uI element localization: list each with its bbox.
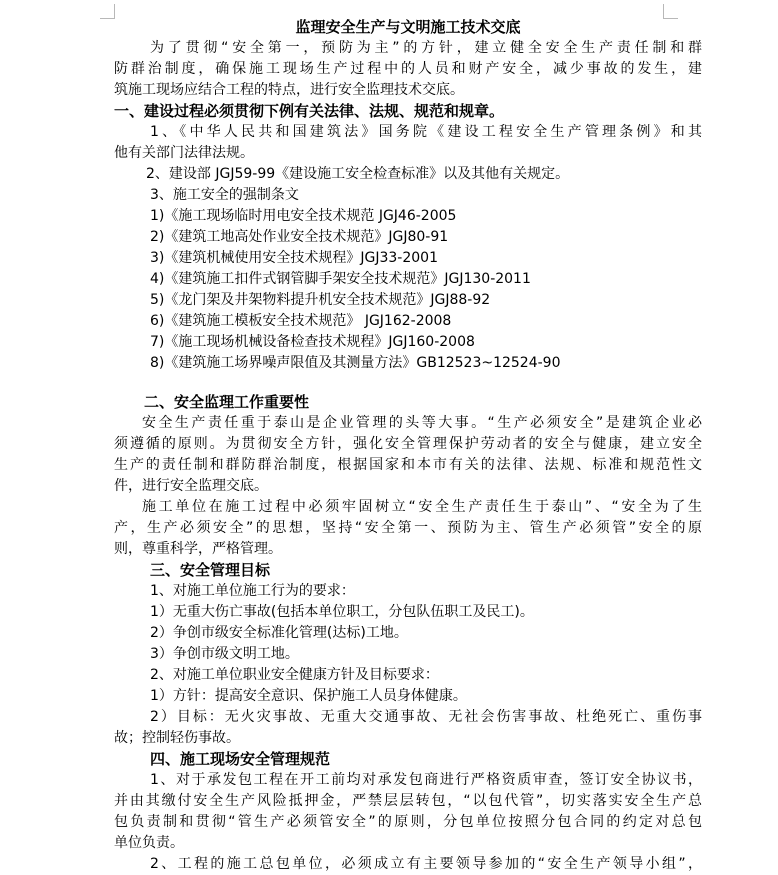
section-3-item: 1）方针：提高安全意识、保护施工人员身体健康。 bbox=[150, 688, 467, 704]
intro-line: 筑施工现场应结合工程的特点，进行安全监理技术交底。 bbox=[114, 82, 464, 98]
standard-item: 5)《龙门架及井架物料提升机安全技术规范》JGJ88-92 bbox=[150, 292, 491, 308]
section-4-paragraph-line: 1、对于承发包工程在开工前均对承发包商进行严格资质审查，签订安全协议书， bbox=[150, 772, 702, 788]
section-2-paragraph-line: 须遵循的原则。为贯彻安全方针，强化安全管理保护劳动者的安全与健康，建立安全 bbox=[114, 436, 702, 452]
section-4-heading: 四、施工现场安全管理规范 bbox=[150, 750, 331, 768]
section-3-item: 2）争创市级安全标准化管理(达标)工地。 bbox=[150, 625, 408, 641]
section-2-paragraph-line: 件，进行安全监理交底。 bbox=[114, 478, 268, 494]
standard-item: 2)《建筑工地高处作业安全技术规范》JGJ80-91 bbox=[150, 229, 449, 245]
page-corner-mark-left bbox=[100, 4, 115, 19]
blank-line bbox=[114, 374, 702, 392]
document-title: 监理安全生产与文明施工技术交底 bbox=[295, 18, 521, 36]
section-2-paragraph-line: 则，尊重科学，严格管理。 bbox=[114, 541, 282, 557]
section-2-paragraph-line: 产，生产必须安全”的思想，坚持“安全第一、预防为主、管生产必须管”安全的原 bbox=[114, 520, 702, 536]
section-3-item: 1）无重大伤亡事故(包括本单位职工，分包队伍职工及民工)。 bbox=[150, 604, 534, 620]
section-3-item: 故；控制轻伤事故。 bbox=[114, 730, 240, 746]
section-4-paragraph-line: 2、工程的施工总包单位，必须成立有主要领导参加的“安全生产领导小组”， bbox=[150, 856, 702, 872]
standard-item: 7)《施工现场机械设备检查技术规程》JGJ160-2008 bbox=[150, 334, 475, 350]
section-3-item: 2）目标：无火灾事故、无重大交通事故、无社会伤害事故、杜绝死亡、重伤事 bbox=[150, 709, 702, 725]
standard-item: 6)《建筑施工模板安全技术规范》 JGJ162-2008 bbox=[150, 313, 452, 329]
standard-item: 4)《建筑施工扣件式钢管脚手架安全技术规范》JGJ130-2011 bbox=[150, 271, 531, 287]
section-3-item: 3）争创市级文明工地。 bbox=[150, 646, 299, 662]
section-3-heading: 三、安全管理目标 bbox=[150, 561, 271, 579]
standard-item: 3)《建筑机械使用安全技术规程》JGJ33-2001 bbox=[150, 250, 438, 266]
section-4-paragraph-line: 单位负责。 bbox=[114, 835, 184, 851]
document-page bbox=[114, 16, 702, 875]
section-1-item: 3、施工安全的强制条文 bbox=[150, 187, 299, 203]
section-2-paragraph-line: 生产的责任制和群防群治制度，根据国家和本市有关的法律、法规、标准和规范性文 bbox=[114, 457, 702, 473]
section-3-item: 2、对施工单位职业安全健康方针及目标要求： bbox=[150, 667, 439, 683]
intro-line: 防群治制度，确保施工现场生产过程中的人员和财产安全，减少事故的发生，建 bbox=[114, 61, 702, 77]
standard-item: 1)《施工现场临时用电安全技术规范 JGJ46-2005 bbox=[150, 208, 457, 224]
section-2-paragraph-line: 施工单位在施工过程中必须牢固树立“安全生产责任生于泰山”、“安全为了生 bbox=[142, 499, 702, 515]
section-4-paragraph-line: 包负责制和贯彻“管生产必须管安全”的原则，分包单位按照分包合同的约定对总包 bbox=[114, 814, 702, 830]
standard-item: 8)《建筑施工场界噪声限值及其测量方法》GB12523~12524-90 bbox=[150, 355, 561, 371]
intro-line: 为了贯彻“安全第一，预防为主”的方针，建立健全安全生产责任制和群 bbox=[150, 40, 702, 56]
section-1-item: 他有关部门法律法规。 bbox=[114, 145, 254, 161]
section-2-paragraph-line: 安全生产责任重于泰山是企业管理的头等大事。“生产必须安全”是建筑企业必 bbox=[142, 415, 702, 431]
section-1-heading: 一、建设过程必须贯彻下例有关法律、法规、规范和规章。 bbox=[114, 102, 505, 120]
section-3-item: 1、对施工单位施工行为的要求： bbox=[150, 583, 355, 599]
section-1-item: 1、《中华人民共和国建筑法》国务院《建设工程安全生产管理条例》和其 bbox=[150, 124, 702, 140]
section-1-item: 2、建设部 JGJ59-99《建设施工安全检查标准》以及其他有关规定。 bbox=[146, 166, 570, 182]
section-4-paragraph-line: 并由其缴付安全生产风险抵押金，严禁层层转包，“以包代管”，切实落实安全生产总 bbox=[114, 793, 702, 809]
section-2-heading: 二、安全监理工作重要性 bbox=[144, 393, 310, 411]
